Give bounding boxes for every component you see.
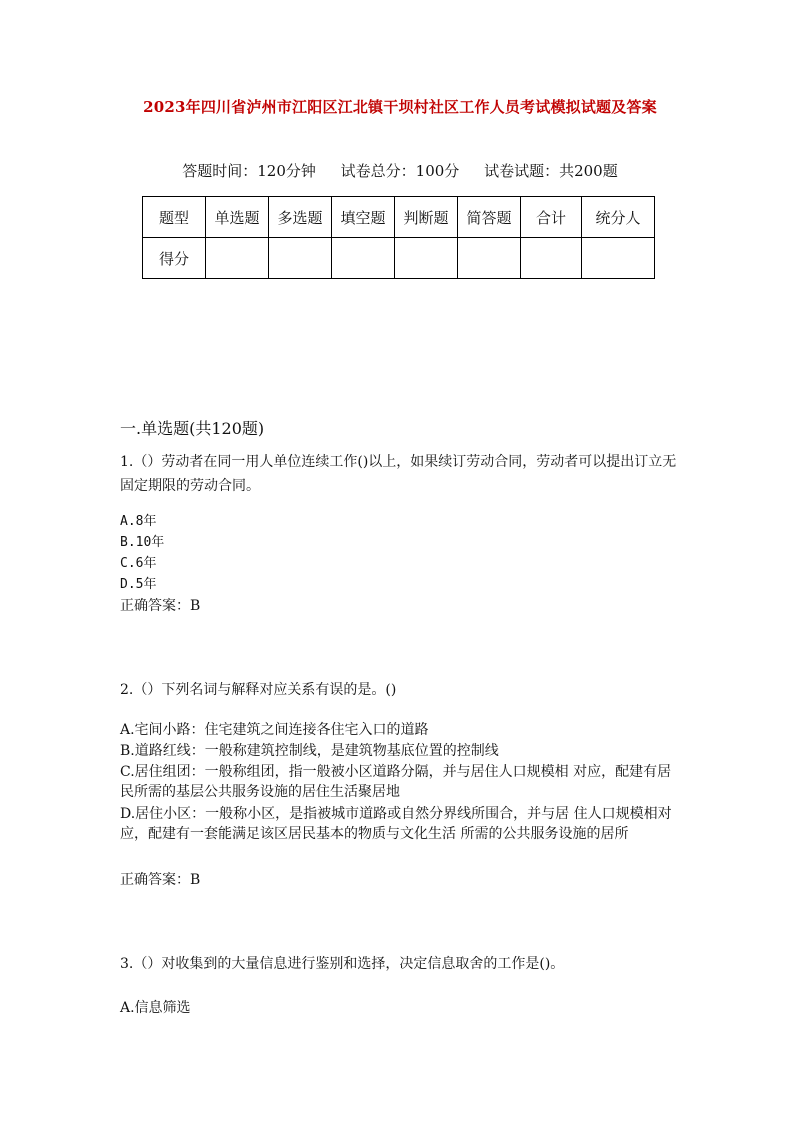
question-2-option-b: B.道路红线：一般称建筑控制线，是建筑物基底位置的控制线	[120, 743, 499, 759]
exam-time: 答题时间：120分钟	[182, 162, 316, 180]
score-table-score-row	[143, 238, 655, 279]
question-1-option-d: D.5年	[120, 577, 157, 592]
score-table-header-cell: 简答题	[458, 197, 521, 238]
question-2-option-a: A.宅间小路：住宅建筑之间连接各住宅入口的道路	[120, 722, 429, 738]
score-table-header-cell: 单选题	[206, 197, 269, 238]
exam-total-score: 试卷总分：100分	[340, 162, 460, 180]
score-cell[interactable]	[458, 238, 521, 279]
document-title: 2023年四川省泸州市江阳区江北镇干坝村社区工作人员考试模拟试题及答案	[143, 98, 657, 116]
question-1-option-c: C.6年	[120, 556, 157, 571]
score-table-header-row	[143, 197, 655, 238]
question-2-option-c: C.居住组团：一般称组团，指一般被小区道路分隔，并与居住人口规模相 对应，配建有居民所需的基层公共服务设施的居住生活聚居地	[120, 764, 672, 800]
question-3-option-a: A.信息筛选	[120, 1000, 191, 1016]
question-1-answer: 正确答案：B	[120, 598, 201, 614]
score-table	[142, 196, 655, 279]
score-cell[interactable]	[521, 238, 582, 279]
score-table-header-cell: 题型	[143, 197, 206, 238]
score-table-header-cell: 多选题	[269, 197, 332, 238]
score-cell[interactable]	[269, 238, 332, 279]
score-cell[interactable]	[582, 238, 655, 279]
question-2-stem: 2.（）下列名词与解释对应关系有误的是。()	[120, 682, 397, 698]
score-table-row-label: 得分	[143, 238, 206, 279]
question-1-stem: 1.（）劳动者在同一用人单位连续工作()以上，如果续订劳动合同，劳动者可以提出订立无固定期限的劳动合同。	[120, 454, 677, 494]
score-table-header-cell: 统分人	[582, 197, 655, 238]
score-cell[interactable]	[332, 238, 395, 279]
score-cell[interactable]	[395, 238, 458, 279]
question-2-answer: 正确答案：B	[120, 872, 201, 888]
exam-info	[0, 160, 800, 181]
score-table-header-cell: 判断题	[395, 197, 458, 238]
question-3-stem: 3.（）对收集到的大量信息进行鉴别和选择，决定信息取舍的工作是()。	[120, 956, 565, 972]
score-table-header-cell: 填空题	[332, 197, 395, 238]
question-2-option-d: D.居住小区：一般称小区，是指被城市道路或自然分界线所围合，并与居 住人口规模相对应，配建有一套能满足该区居民基本的物质与文化生活 所需的公共服务设施的居所	[120, 806, 672, 842]
exam-question-count: 试卷试题：共200题	[484, 162, 618, 180]
question-1-option-b: B.10年	[120, 535, 165, 550]
question-1-option-a: A.8年	[120, 514, 157, 529]
score-cell[interactable]	[206, 238, 269, 279]
score-table-header-cell: 合计	[521, 197, 582, 238]
section-heading: 一.单选题(共120题)	[120, 419, 265, 438]
